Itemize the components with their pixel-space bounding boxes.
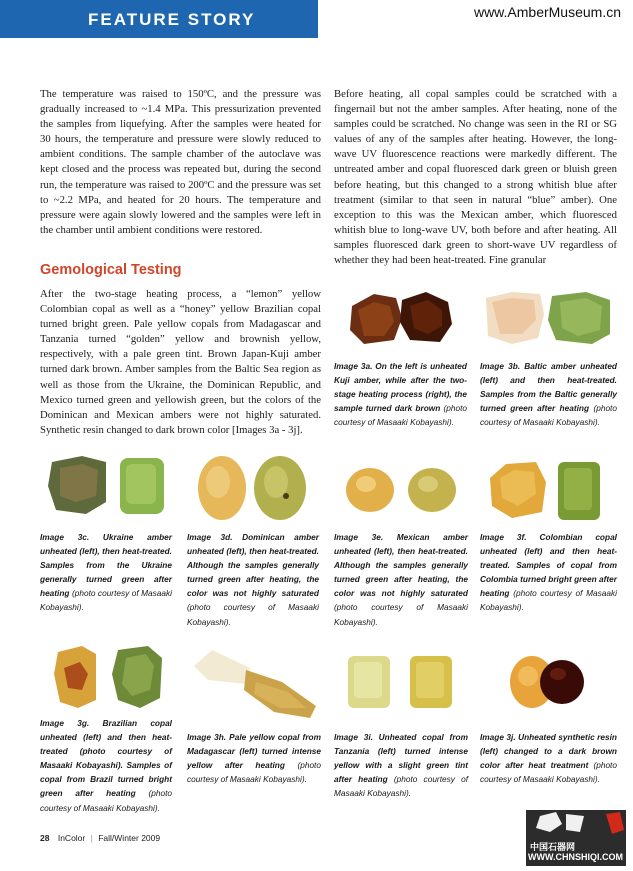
image-3d-photo bbox=[196, 452, 310, 522]
section-label: FEATURE STORY bbox=[88, 10, 256, 29]
page-footer bbox=[40, 833, 160, 843]
issue-date: Fall/Winter 2009 bbox=[98, 833, 161, 843]
image-3j-caption: Image 3j. Unheated synthetic resin (left) changed to a dark brown color after heat treatment (photo courtesy of Masaaki Kobayashi). bbox=[480, 732, 617, 785]
site-url[interactable]: www.AmberMuseum.cn bbox=[473, 4, 621, 20]
image-3f-caption: Image 3f. Colombian copal unheated (left) and then heat-treated. Samples of copal from Colombia turned bright green after heating (photo courtesy of Masaaki Kobayashi). bbox=[480, 532, 617, 613]
image-3e-photo bbox=[344, 464, 460, 516]
image-3f-photo bbox=[486, 458, 604, 522]
watermark-text-url: WWW.CHNSHIQI.COM bbox=[528, 852, 623, 862]
left-paragraph-1: The temperature was raised to 150ºC, and the pressure was gradually increased to ~1.4 MPa. This pressurization prevented the samples from liquefying. After the samples were heated for 30 hours, the temperature and pressure were slowly reduced to ambient conditions. The sample chamber of the autoclave was kept closed and the process was repeated but, during the second run, the temperature was raised to 200ºC and the pressure was set to ~2.2 MPa, and heated for 20 hours. The temperature and pressure were again slowly lowered and the samples were left in the chamber until ambient conditions were restored. bbox=[40, 88, 321, 236]
watermark-logo bbox=[526, 810, 626, 866]
left-paragraph-2: After the two-stage heating process, a “lemon” yellow Colombian copal as well as a “honey” yellow Brazilian copal turned bright green. Pale yellow copals from Madagascar and Tanzania turned “golden” yellow and brownish yellow, respectively, with a pale green tint. Brown Japan-Kuji amber turned dark brown. Amber samples from the Baltic Sea region as well as those from the Ukraine, the Dominican Republic, and Mexico turned green and yellowish green, but the colors of the Dominican and Mexican ambers were not highly saturated. Synthetic resin changed to dark brown color [Images 3a - 3j]. bbox=[40, 288, 321, 436]
section-banner bbox=[0, 0, 318, 38]
image-3i-caption: Image 3i. Unheated copal from Tanzania (left) turned intense yellow with a slight green tint after heating (photo courtesy of Masaaki Kobayashi). bbox=[334, 732, 469, 799]
image-3h-photo bbox=[190, 646, 320, 722]
image-3d-caption: Image 3d. Dominican amber unheated (left), then heat-treated. Although the samples generally turned green after heating, the color was not highly saturated (photo courtesy of Masaaki Kobayashi). bbox=[187, 532, 319, 627]
image-3a-caption: Image 3a. On the left is unheated Kuji amber, while after the two-stage heating process (right), the sample turned dark brown (photo courtesy of Masaaki Kobayashi). bbox=[334, 361, 467, 428]
image-3e-caption: Image 3e. Mexican amber unheated (left), then heat-treated. Although the samples generally turned green after heating, the color was not highly saturated (photo courtesy of Masaaki Kobayashi). bbox=[334, 532, 468, 627]
image-3g-caption: Image 3g. Brazilian copal unheated (left) and then heat-treated (photo courtesy of Masaaki Kobayashi). Samples of copal from Brazil turned bright green after heating (photo courtesy of Masaaki Kobayashi). bbox=[40, 718, 172, 813]
image-3g-photo bbox=[52, 644, 166, 710]
image-3a-photo bbox=[344, 288, 456, 348]
page-number: 28 bbox=[40, 833, 50, 843]
image-3c-caption: Image 3c. Ukraine amber unheated (left), then heat-treated. Samples from the Ukraine generally turned green after heating (photo courtesy of Masaaki Kobayashi). bbox=[40, 532, 172, 613]
footer-separator: | bbox=[90, 833, 93, 843]
magazine-name: InColor bbox=[57, 833, 86, 843]
image-3b-caption: Image 3b. Baltic amber unheated (left) and then heat-treated. Samples from the Baltic generally turned green after heating (photo courtesy of Masaaki Kobayashi). bbox=[480, 361, 617, 428]
image-3j-photo bbox=[508, 652, 584, 710]
image-3i-photo bbox=[346, 652, 456, 710]
section-heading: Gemological Testing bbox=[40, 262, 182, 278]
image-3h-caption: Image 3h. Pale yellow copal from Madagascar (left) turned intense yellow after heating (photo courtesy of Masaaki Kobayashi). bbox=[187, 732, 321, 785]
right-paragraph-1: Before heating, all copal samples could be scratched with a fingernail but not the amber samples. After heating, none of the samples could be scratched. No change was seen in the RI or SG values of any of the samples after heating. However, the long-wave UV fluorescence reactions were markedly different. The untreated amber and copal fluoresced dark green or bluish green before heating, but this changed to a strong whitish blue after treatment (similar to that seen in natural “blue” amber). One exception to this was the Mexican amber, which fluoresced whitish blue to long-wave UV, both before and after heating. All samples fluoresced dark green to short-wave UV regardless of whether they had been heat-treated. Fine granular bbox=[334, 88, 617, 267]
image-3c-photo bbox=[46, 452, 168, 518]
image-3b-photo bbox=[482, 290, 614, 346]
watermark-text-cn: 中国石器网 bbox=[530, 842, 576, 852]
